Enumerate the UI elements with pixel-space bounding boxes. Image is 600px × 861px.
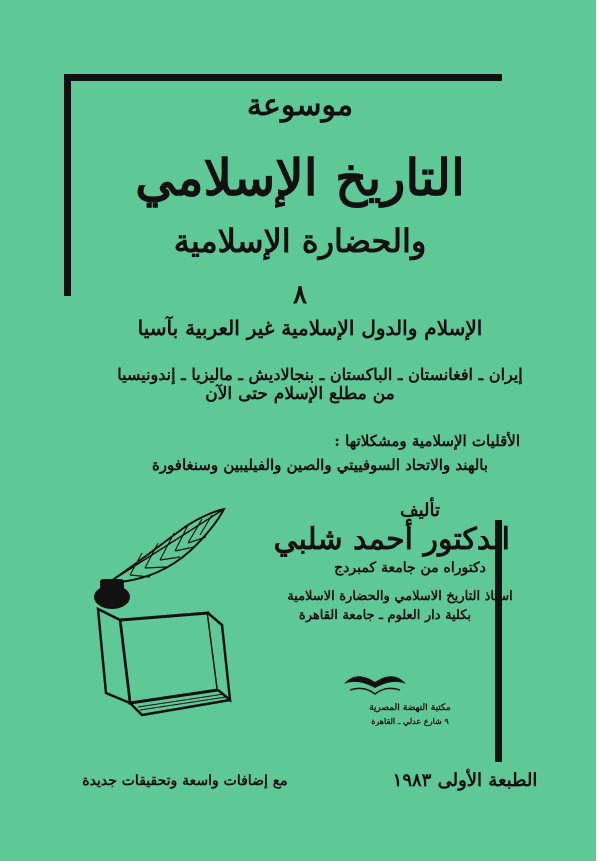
author-degree: دكتوراه من جامعة كمبردج [334,560,486,576]
page-edge [596,0,600,861]
frame-top-bar [64,74,502,81]
author-position-line2: بكلية دار العلوم ـ جامعة القاهرة [298,608,472,623]
author-by-label: تأليف [399,500,440,521]
publisher-emblem-icon [340,668,410,704]
quill-inkwell-book-illustration [90,505,240,724]
countries-line: إيران ـ افغانستان ـ الباكستان ـ بنجالاديش ـ ماليزيا ـ إندونيسيا [117,365,523,384]
series-label: موسوعة [246,88,354,123]
publisher-name: مكتبة النهضة المصرية [369,703,451,713]
subtitle: والحضارة الإسلامية [173,222,427,260]
frame-left-bar [64,74,71,296]
author-position-line1: استاذ التاريخ الاسلامي والحضارة الاسلامية [287,589,513,604]
publisher-address: ٩ شارع عدلي ـ القاهرة [371,716,449,726]
minorities-heading: الأقليات الإسلامية ومشكلاتها : [334,432,520,450]
additions-note: مع إضافات واسعة وتحقيقات جديدة [82,773,288,789]
volume-title: الإسلام والدول الإسلامية غير العربية بآسيا [137,316,483,340]
period-line: من مطلع الإسلام حتى الآن [205,384,395,404]
edition-label: الطبعة الأولى ١٩٨٣ [392,770,538,791]
main-title: التاريخ الإسلامي [135,148,465,207]
volume-number: ٨ [293,280,307,310]
minorities-list: بالهند والاتحاد السوفييتي والصين والفيليبين وسنغافورة [151,456,489,474]
author-name: الدكتور أحمد شلبي [273,522,510,557]
